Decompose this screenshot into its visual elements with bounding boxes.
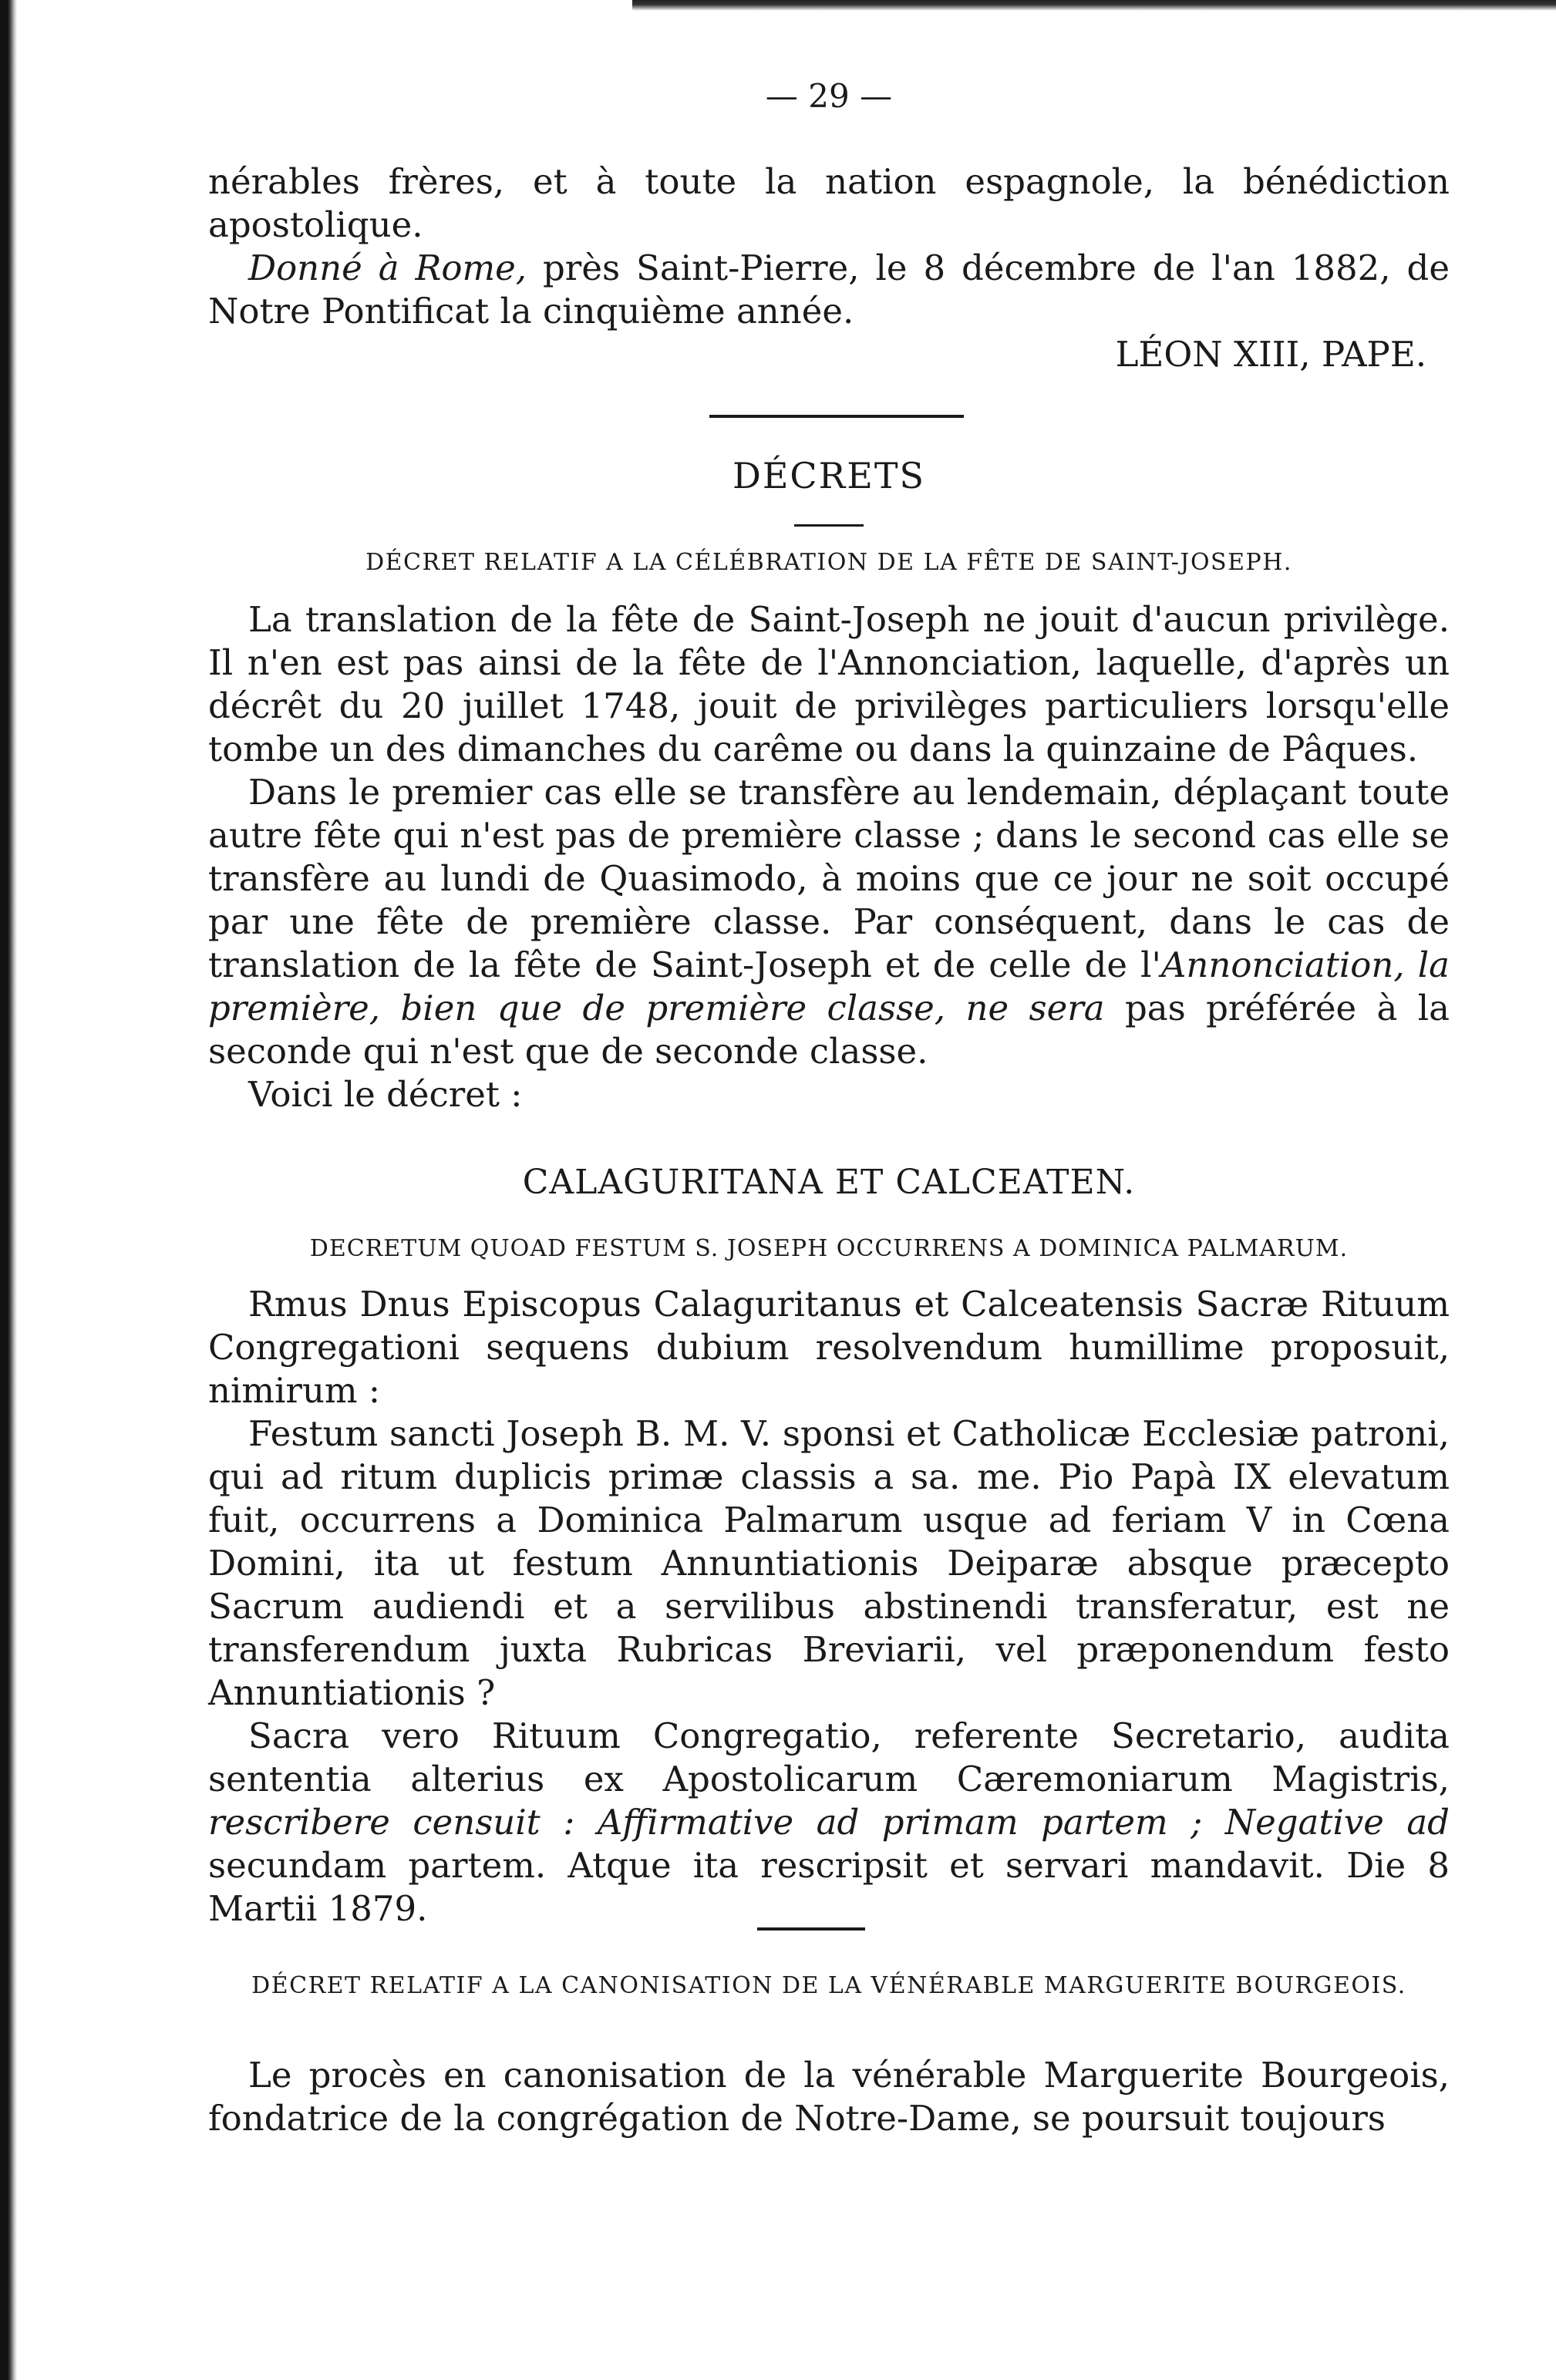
- document-page: [208, 0, 1450, 2380]
- latin-paragraph-3: [208, 1715, 1450, 1931]
- decree1-title: DÉCRET RELATIF A LA CÉLÉBRATION DE LA FÊTE DE SAINT-JOSEPH.: [365, 549, 1292, 576]
- latin-heading: CALAGURITANA ET CALCEATEN.: [522, 1163, 1136, 1202]
- decree2-rule: [757, 1927, 865, 1931]
- decree1-p2-start: Dans le premier cas elle se transfère au lendemain, déplaçant toute autre fête qui n'est pas de première classe ; dans le second cas elle se transfère au lundi de Quasimodo, à moins que ce jour ne soit occupé par une fête de première classe. Par conséquent, dans le cas de translation de la fête de Saint-Joseph et de celle de l': [208, 772, 1450, 985]
- section-title: DÉCRETS: [732, 455, 926, 497]
- section-rule: [709, 415, 964, 418]
- dating-paragraph: [208, 247, 1450, 333]
- short-rule: [794, 524, 864, 527]
- decree1-paragraph-3: Voici le décret :: [248, 1074, 523, 1115]
- latin-paragraph-1: Rmus Dnus Episcopus Calaguritanus et Calceatensis Sacræ Rituum Congregationi sequens dubium resolvendum humillime proposuit, nimirum :: [208, 1284, 1450, 1411]
- latin-body: [208, 1283, 1450, 1931]
- latin-paragraph-2: Festum sancti Joseph B. M. V. sponsi et Catholicæ Ecclesiæ patroni, qui ad ritum duplicis primæ classis a sa. me. Pio Papà IX elevatum fuit, occurrens a Dominica Palmarum usque ad feriam V in Cœna Domini, ita ut festum Annuntiationis Deiparæ absque præcepto Sacrum audiendi et a servilibus abstinendi transferatur, est ne transferendum juxta Rubricas Breviarii, vel præponendum festo Annuntiationis ?: [208, 1413, 1450, 1713]
- decree2-paragraph-1: Le procès en canonisation de la vénérable Marguerite Bourgeois, fondatrice de la congrégation de Notre-Dame, se poursuit toujours: [208, 2055, 1450, 2139]
- latin-subheading: DECRETUM QUOAD FESTUM S. JOSEPH OCCURRENS A DOMINICA PALMARUM.: [309, 1235, 1349, 1262]
- decree1-paragraph-2: [208, 771, 1450, 1073]
- decree1-p2-end: pas préférée à la seconde qui n'est que de seconde classe.: [208, 988, 1450, 1072]
- opening-block: [208, 160, 1450, 376]
- decree1-paragraph-1: La translation de la fête de Saint-Joseph ne jouit d'aucun privilège. Il n'en est pas ainsi de la fête de l'Annonciation, laquelle, d'après un décrêt du 20 juillet 1748, jouit de privilèges particuliers lorsqu'elle tombe un des dimanches du carême ou dans la quinzaine de Pâques.: [208, 599, 1450, 769]
- opening-paragraph: nérables frères, et à toute la nation espagnole, la bénédiction apostolique.: [208, 161, 1450, 245]
- signature: LÉON XIII, PAPE.: [1115, 334, 1426, 375]
- latin-p3-end: secundam partem. Atque ita rescripsit et servari mandavit. Die 8 Martii 1879.: [208, 1845, 1450, 1929]
- scan-left-edge: [0, 0, 17, 2380]
- decree1-p2-italic: Annonciation, la première, bien que de première classe, ne sera: [208, 944, 1450, 1028]
- latin-p3-italic: rescribere censuit : Affirmative ad primam partem ; Negative ad: [208, 1802, 1450, 1843]
- latin-p3-start: Sacra vero Rituum Congregatio, referente Secretario, audita sententia alterius ex Apostolicarum Cæremoniarum Magistris,: [208, 1715, 1450, 1799]
- decree2-body: [208, 2054, 1450, 2140]
- decree2-title: DÉCRET RELATIF A LA CANONISATION DE LA VÉNÉRABLE MARGUERITE BOURGEOIS.: [251, 1972, 1406, 1999]
- dating-italic: Donné à Rome,: [248, 247, 527, 288]
- dating-rest: près Saint-Pierre, le 8 décembre de l'an 1882, de Notre Pontificat la cinquième année.: [208, 247, 1450, 332]
- decree1-body: [208, 598, 1450, 1116]
- page-number: — 29 —: [765, 77, 893, 115]
